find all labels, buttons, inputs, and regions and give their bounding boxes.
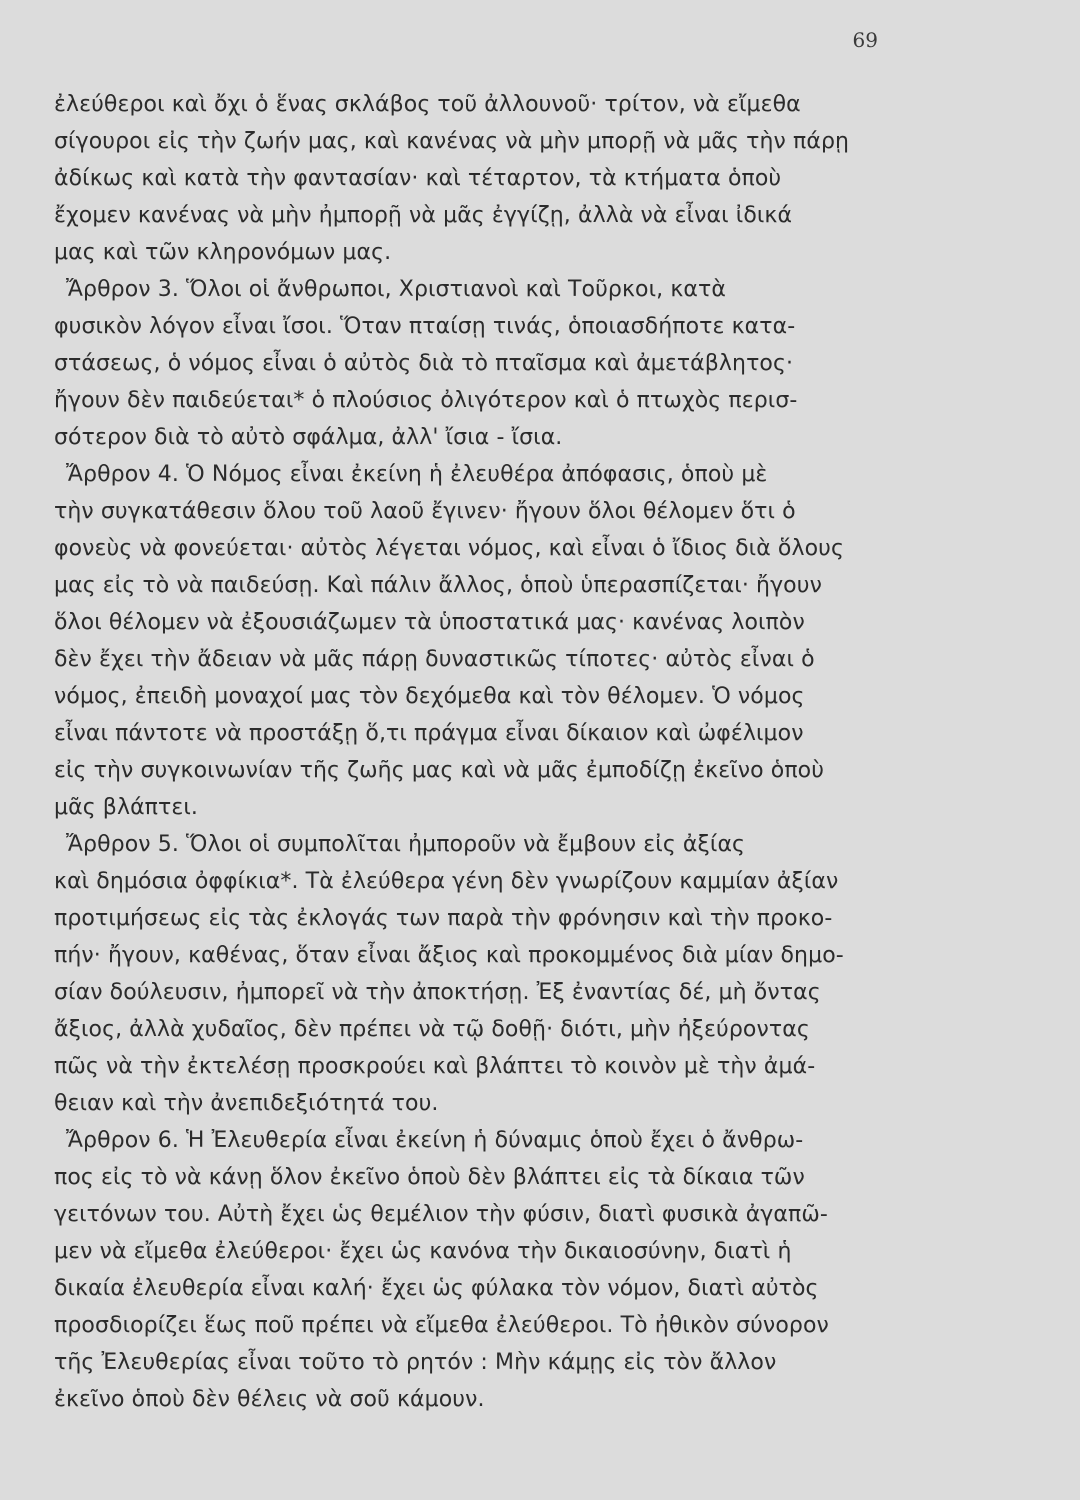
body-text — [54, 86, 914, 1418]
text-line: μας εἰς τὸ νὰ παιδεύσῃ. Καὶ πάλιν ἄλλος, ὁποὺ ὑπερασπίζεται· ἤγουν — [54, 573, 822, 598]
text-line: πήν· ἤγουν, καθένας, ὅταν εἶναι ἄξιος καὶ προκομμένος διὰ μίαν δημο- — [54, 943, 844, 968]
text-line: μας καὶ τῶν κληρονόμων μας. — [54, 240, 392, 265]
text-line: ἐκεῖνο ὁποὺ δὲν θέλεις νὰ σοῦ κάμουν. — [54, 1387, 485, 1412]
text-line: θειαν καὶ τὴν ἀνεπιδεξιότητά του. — [54, 1091, 439, 1116]
text-line: σίαν δούλευσιν, ἠμπορεῖ νὰ τὴν ἀποκτήσῃ. Ἐξ ἐναντίας δέ, μὴ ὄντας — [54, 980, 821, 1005]
text-line: μεν νὰ εἴμεθα ἐλεύθεροι· ἔχει ὡς κανόνα τὴν δικαιοσύνην, διατὶ ἡ — [54, 1239, 792, 1264]
text-line: προσδιορίζει ἕως ποῦ πρέπει νὰ εἴμεθα ἐλεύθεροι. Τὸ ἠθικὸν σύνορον — [54, 1313, 829, 1338]
text-line: εἰς τὴν συγκοινωνίαν τῆς ζωῆς μας καὶ νὰ μᾶς ἐμποδίζῃ ἐκεῖνο ὁποὺ — [54, 758, 825, 783]
text-line: μᾶς βλάπτει. — [54, 795, 198, 820]
text-line: ἤγουν δὲν παιδεύεται* ὁ πλούσιος ὀλιγότερον καὶ ὁ πτωχὸς περισ- — [54, 388, 798, 413]
text-line: γειτόνων του. Αὐτὴ ἔχει ὡς θεμέλιον τὴν φύσιν, διατὶ φυσικὰ ἀγαπῶ- — [54, 1202, 828, 1227]
text-line: πος εἰς τὸ νὰ κάνῃ ὅλον ἐκεῖνο ὁποὺ δὲν βλάπτει εἰς τὰ δίκαια τῶν — [54, 1165, 805, 1190]
text-line: καὶ δημόσια ὀφφίκια*. Τὰ ἐλεύθερα γένη δὲν γνωρίζουν καμμίαν ἀξίαν — [54, 869, 839, 894]
text-line: εἶναι πάντοτε νὰ προστάξῃ ὅ,τι πράγμα εἶναι δίκαιον καὶ ὠφέλιμον — [54, 721, 804, 746]
text-line: ἀδίκως καὶ κατὰ τὴν φαντασίαν· καὶ τέταρτον, τὰ κτήματα ὁποὺ — [54, 166, 782, 191]
text-line: Ἄρθρον 6. Ἡ Ἐλευθερία εἶναι ἐκείνη ἡ δύναμις ὁποὺ ἔχει ὁ ἄνθρω- — [66, 1128, 804, 1153]
text-line: πῶς νὰ τὴν ἐκτελέσῃ προσκρούει καὶ βλάπτει τὸ κοινὸν μὲ τὴν ἀμά- — [54, 1054, 816, 1079]
text-line: Ἄρθρον 3. Ὅλοι οἱ ἄνθρωποι, Χριστιανοὶ καὶ Τοῦρκοι, κατὰ — [66, 277, 726, 302]
text-line: προτιμήσεως εἰς τὰς ἐκλογάς των παρὰ τὴν φρόνησιν καὶ τὴν προκο- — [54, 906, 833, 931]
text-line: ἄξιος, ἀλλὰ χυδαῖος, δὲν πρέπει νὰ τῷ δοθῇ· διότι, μὴν ἠξεύροντας — [54, 1017, 810, 1042]
text-line: ὅλοι θέλομεν νὰ ἐξουσιάζωμεν τὰ ὑποστατικά μας· κανένας λοιπὸν — [54, 610, 805, 635]
text-line: σίγουροι εἰς τὴν ζωήν μας, καὶ κανένας νὰ μὴν μπορῇ νὰ μᾶς τὴν πάρῃ — [54, 129, 850, 154]
page-number: 69 — [852, 28, 878, 52]
text-line: ἐλεύθεροι καὶ ὄχι ὁ ἕνας σκλάβος τοῦ ἀλλουνοῦ· τρίτον, νὰ εἴμεθα — [54, 92, 801, 117]
text-line: φονεὺς νὰ φονεύεται· αὐτὸς λέγεται νόμος, καὶ εἶναι ὁ ἴδιος διὰ ὅλους — [54, 536, 844, 561]
text-line: ἔχομεν κανένας νὰ μὴν ἠμπορῇ νὰ μᾶς ἐγγίζῃ, ἀλλὰ νὰ εἶναι ἰδικά — [54, 203, 793, 228]
text-line: δικαία ἐλευθερία εἶναι καλή· ἔχει ὡς φύλακα τὸν νόμον, διατὶ αὐτὸς — [54, 1276, 819, 1301]
text-line: Ἄρθρον 5. Ὅλοι οἱ συμπολῖται ἠμποροῦν νὰ ἔμβουν εἰς ἀξίας — [66, 832, 746, 857]
text-line: νόμος, ἐπειδὴ μοναχοί μας τὸν δεχόμεθα καὶ τὸν θέλομεν. Ὁ νόμος — [54, 684, 805, 709]
text-line: δὲν ἔχει τὴν ἄδειαν νὰ μᾶς πάρῃ δυναστικῶς τίποτες· αὐτὸς εἶναι ὁ — [54, 647, 815, 672]
text-line: στάσεως, ὁ νόμος εἶναι ὁ αὐτὸς διὰ τὸ πταῖσμα καὶ ἀμετάβλητος· — [54, 351, 794, 376]
text-line: Ἄρθρον 4. Ὁ Νόμος εἶναι ἐκείνη ἡ ἐλευθέρα ἀπόφασις, ὁποὺ μὲ — [66, 462, 768, 487]
text-line: τῆς Ἐλευθερίας εἶναι τοῦτο τὸ ρητόν : Μὴν κάμῃς εἰς τὸν ἄλλον — [54, 1350, 777, 1375]
text-line: τὴν συγκατάθεσιν ὅλου τοῦ λαοῦ ἔγινεν· ἤγουν ὅλοι θέλομεν ὅτι ὁ — [54, 499, 796, 524]
text-line: σότερον διὰ τὸ αὐτὸ σφάλμα, ἀλλ' ἴσια - ἴσια. — [54, 425, 563, 450]
text-line: φυσικὸν λόγον εἶναι ἴσοι. Ὅταν πταίσῃ τινάς, ὁποιασδήποτε κατα- — [54, 314, 796, 339]
